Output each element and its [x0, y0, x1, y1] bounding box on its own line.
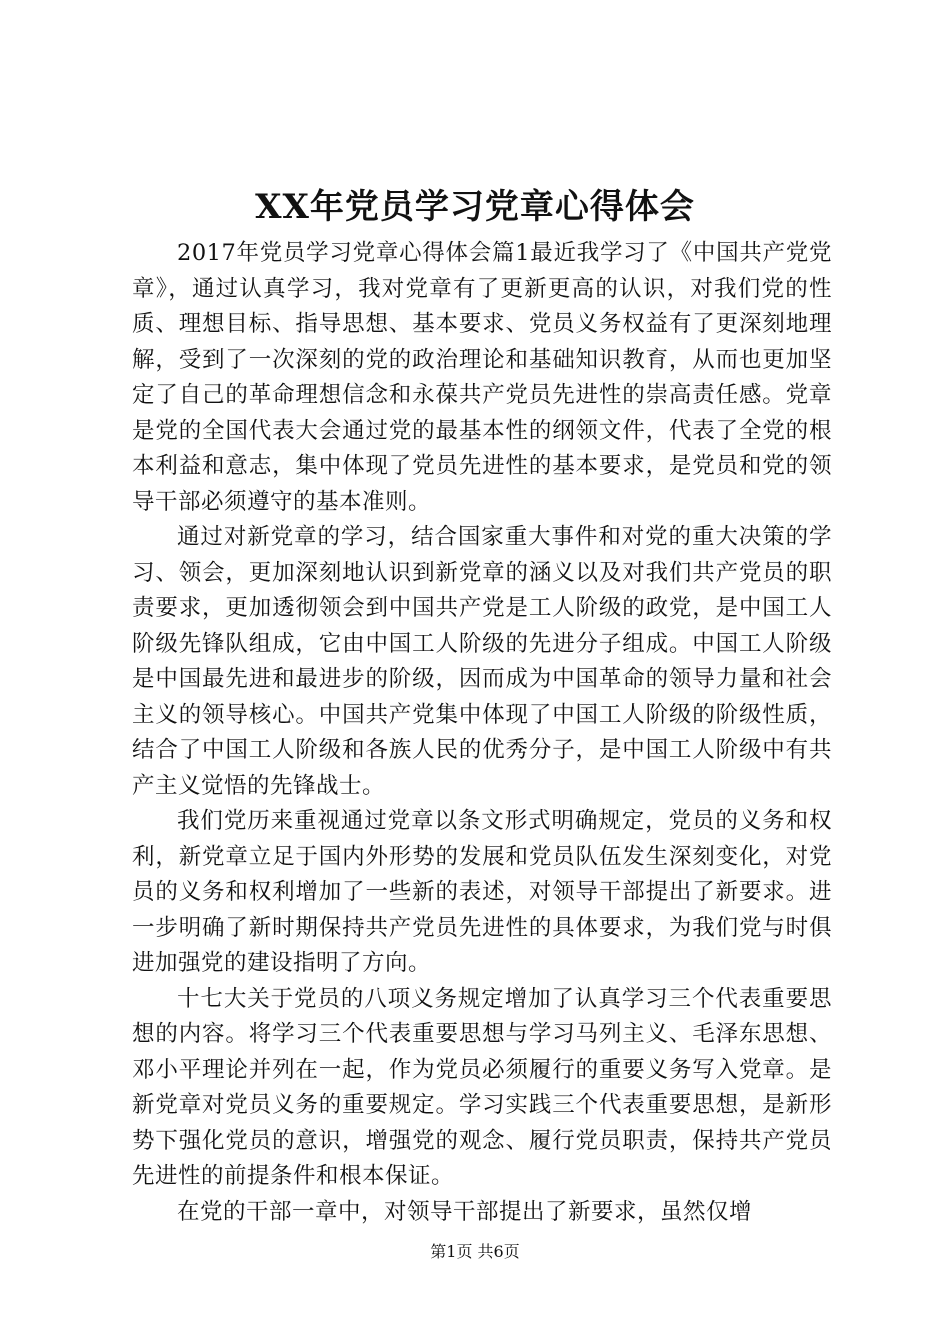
paragraph-3: 我们党历来重视通过党章以条文形式明确规定，党员的义务和权利，新党章立足于国内外形势的发展和党员队伍发生深刻变化，对党员的义务和权利增加了一些新的表述，对领导干部提出了新要求。进一步明确了新时期保持共产党员先进性的具体要求，为我们党与时俱进加强党的建设指明了方向。	[132, 808, 832, 976]
paragraph-5: 在党的干部一章中，对领导干部提出了新要求，虽然仅增	[177, 1198, 753, 1225]
document-title: XX年党员学习党章心得体会	[255, 187, 695, 227]
paragraph-2: 通过对新党章的学习，结合国家重大事件和对党的重大决策的学习、领会，更加深刻地认识到新党章的涵义以及对我们共产党员的职责要求，更加透彻领会到中国共产党是工人阶级的政党，是中国工人阶级先锋队组成，它由中国工人阶级的先进分子组成。中国工人阶级是中国最先进和最进步的阶级，因而成为中国革命的领导力量和社会主义的领导核心。中国共产党集中体现了中国工人阶级的阶级性质，结合了中国工人阶级和各族人民的优秀分子，是中国工人阶级中有共产主义觉悟的先锋战士。	[132, 524, 832, 799]
document-body	[132, 236, 832, 1230]
paragraph-1: 2017年党员学习党章心得体会篇1最近我学习了《中国共产党党章》，通过认真学习，我对党章有了更新更高的认识，对我们党的性质、理想目标、指导思想、基本要求、党员义务权益有了更深刻地理解，受到了一次深刻的党的政治理论和基础知识教育，从而也更加坚定了自己的革命理想信念和永葆共产党员先进性的崇高责任感。党章是党的全国代表大会通过党的最基本性的纲领文件，代表了全党的根本利益和意志，集中体现了党员先进性的基本要求，是党员和党的领导干部必须遵守的基本准则。	[132, 240, 832, 515]
page-footer: 第1页 共6页	[430, 1242, 520, 1261]
paragraph-4: 十七大关于党员的八项义务规定增加了认真学习三个代表重要思想的内容。将学习三个代表重要思想与学习马列主义、毛泽东思想、邓小平理论并列在一起，作为党员必须履行的重要义务写入党章。是新党章对党员义务的重要规定。学习实践三个代表重要思想，是新形势下强化党员的意识，增强党的观念、履行党员职责，保持共产党员先进性的前提条件和根本保证。	[132, 985, 832, 1189]
